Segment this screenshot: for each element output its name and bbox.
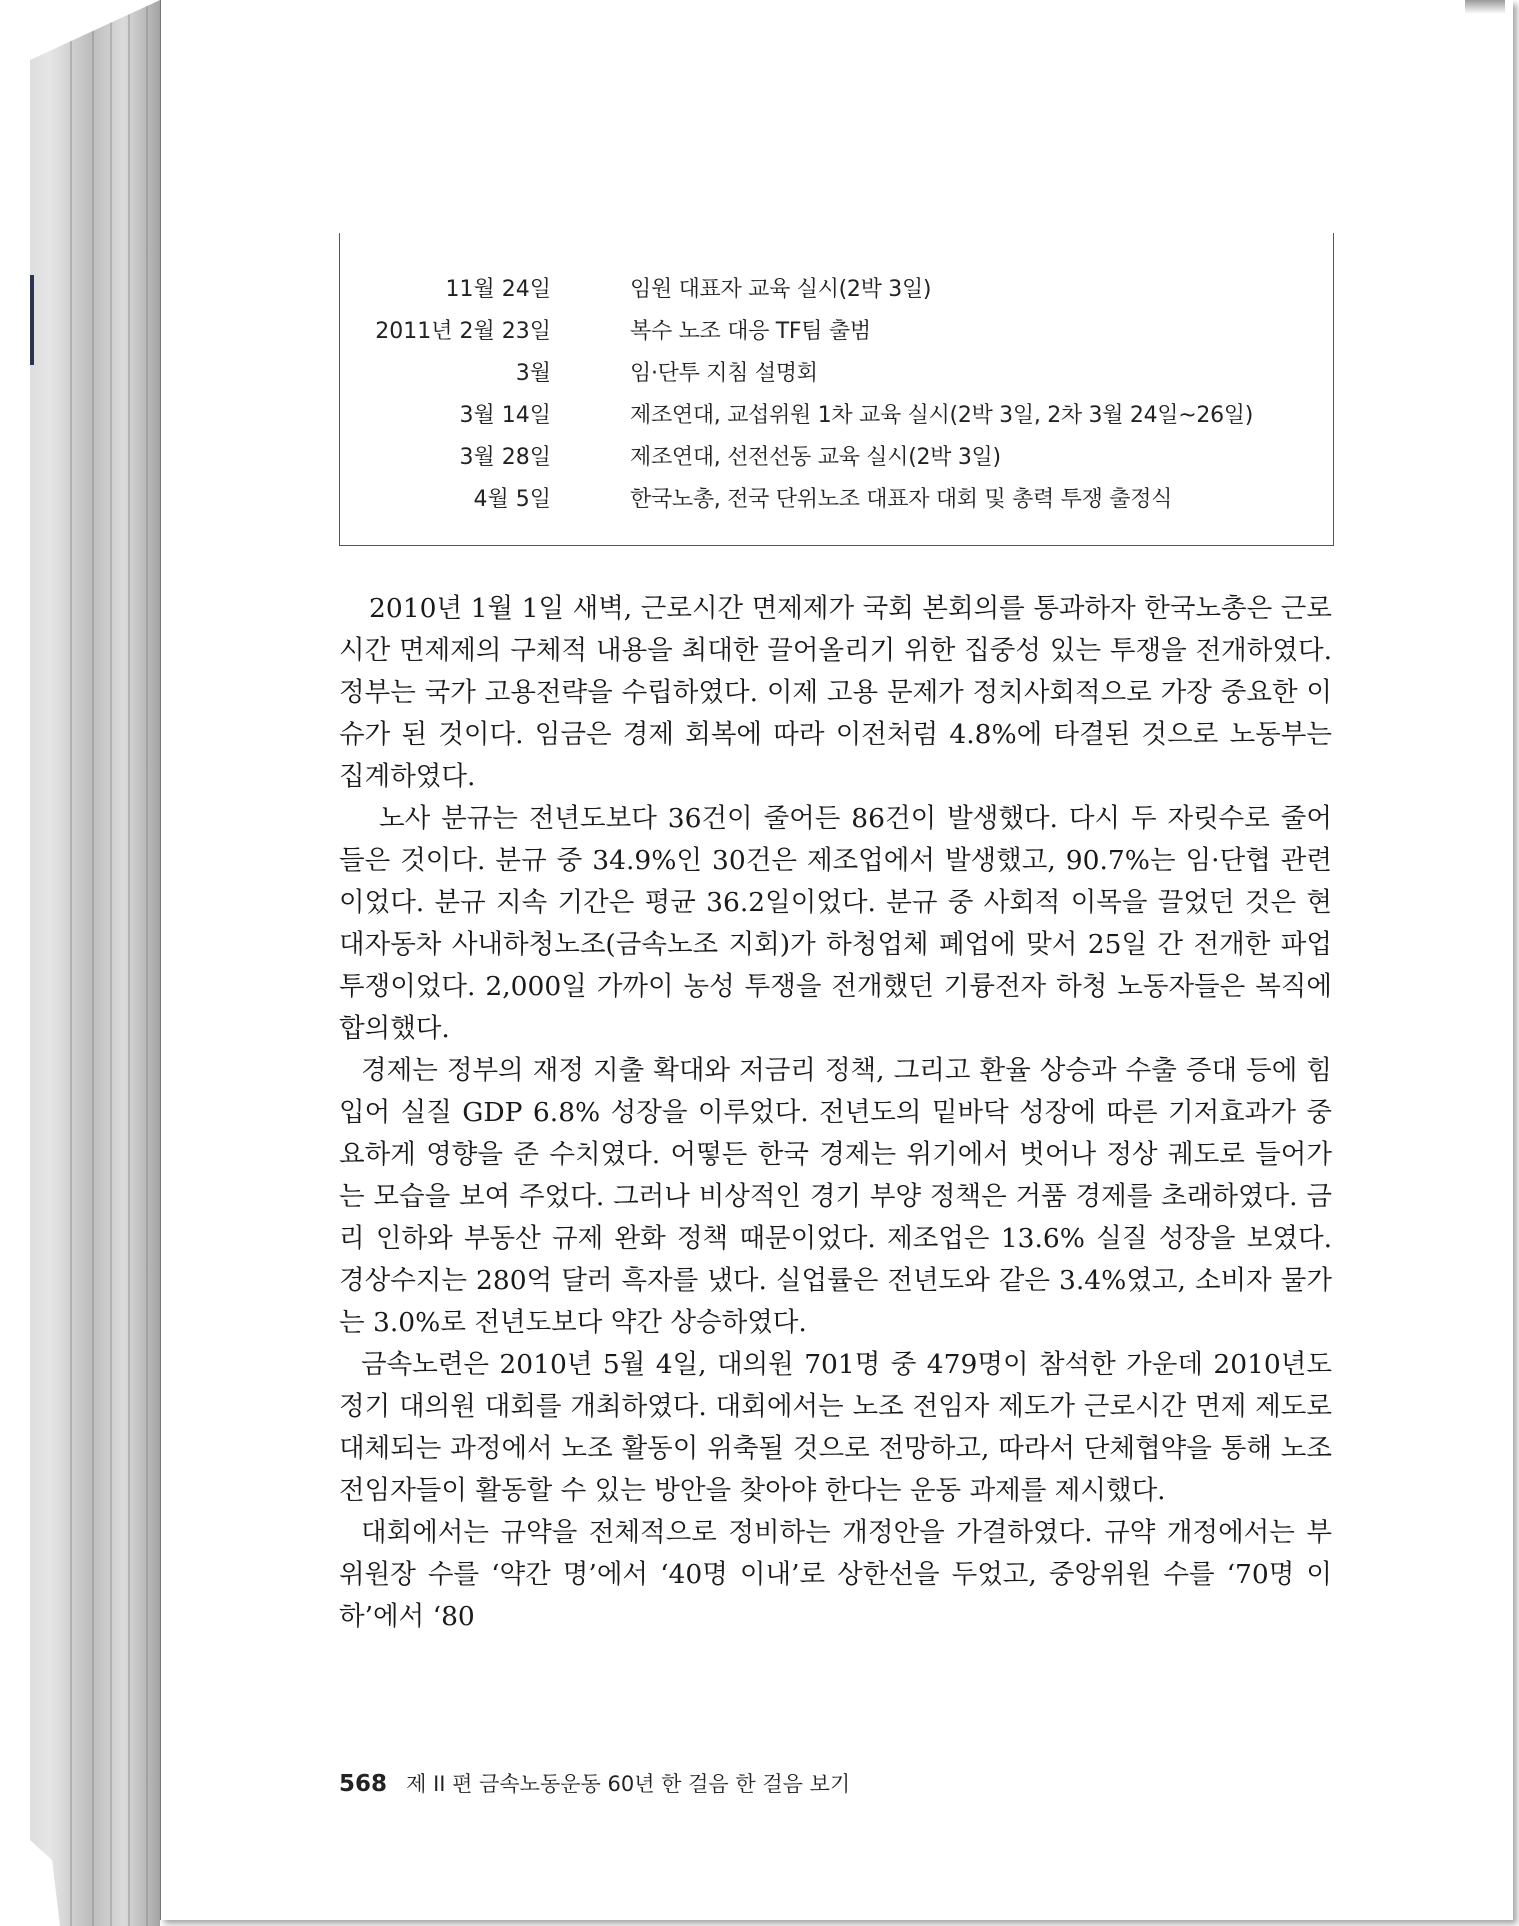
chronology-date: 3월 [515, 361, 551, 386]
paragraph: 노사 분규는 전년도보다 36건이 줄어든 86건이 발생했다. 다시 두 자릿수로 줄어들은 것이다. 분규 중 34.9%인 30건은 제조업에서 발생했고, 90.7%는 임·단협 관련이었다. 분규 지속 기간은 평균 36.2일이었다. 분규 중 사회적 이목을 끌었던 것은 현대자동차 사내하청노조(금속노조 지회)가 하청업체 폐업에 맞서 25일 간 전개한 파업 투쟁이었다. 2,000일 가까이 농성 투쟁을 전개했던 기륭전자 하청 노동자들은 복직에 합의했다. [339, 803, 1332, 1044]
chronology-row [340, 350, 1333, 390]
chronology-row [340, 392, 1333, 432]
chronology-event: 한국노총, 전국 단위노조 대표자 대회 및 총력 투쟁 출정식 [630, 487, 1173, 512]
chronology-row [340, 308, 1333, 348]
chronology-date: 11월 24일 [445, 277, 551, 302]
paragraph: 2010년 1월 1일 새벽, 근로시간 면제제가 국회 본회의를 통과하자 한국노총은 근로시간 면제제의 구체적 내용을 최대한 끌어올리기 위한 집중성 있는 투쟁을 전개하였다. 정부는 국가 고용전략을 수립하였다. 이제 고용 문제가 정치사회적으로 가장 중요한 이슈가 된 것이다. 임금은 경제 회복에 따라 이전처럼 4.8%에 타결된 것으로 노동부는 집계하였다. [339, 593, 1332, 792]
book-edge [0, 0, 165, 1926]
chronology-box [339, 233, 1334, 546]
chronology-date: 3월 28일 [459, 445, 551, 470]
page-number: 568 [339, 1771, 388, 1797]
bookmark-ribbon [30, 275, 34, 365]
chronology-row [340, 434, 1333, 474]
chronology-date: 4월 5일 [473, 487, 551, 512]
chronology-event: 복수 노조 대응 TF팀 출범 [630, 319, 871, 344]
running-title: 제 II 편 금속노동운동 60년 한 걸음 한 걸음 보기 [406, 1772, 851, 1796]
chronology-date: 3월 14일 [459, 403, 551, 428]
chronology-row [340, 266, 1333, 306]
chronology-event: 임·단투 지침 설명회 [630, 361, 818, 386]
paragraph: 금속노련은 2010년 5월 4일, 대의원 701명 중 479명이 참석한 가운데 2010년도 정기 대의원 대회를 개최하였다. 대회에서는 노조 전임자 제도가 근로시간 면제 제도로 대체되는 과정에서 노조 활동이 위축될 것으로 전망하고, 따라서 단체협약을 통해 노조 전임자들이 활동할 수 있는 방안을 찾아야 한다는 운동 과제를 제시했다. [339, 1349, 1332, 1506]
page-footer [339, 1768, 850, 1798]
page-corner-shadow [1465, 0, 1505, 14]
chronology-date: 2011년 2월 23일 [375, 319, 551, 344]
body-text [339, 588, 1332, 1638]
chronology-event: 제조연대, 선전선동 교육 실시(2박 3일) [630, 445, 1001, 470]
paragraph: 대회에서는 규약을 전체적으로 정비하는 개정안을 가결하였다. 규약 개정에서는 부위원장 수를 ‘약간 명’에서 ‘40명 이내’로 상한선을 두었고, 중앙위원 수를 ‘70명 이하’에서 ‘80 [339, 1517, 1332, 1632]
chronology-row [340, 476, 1333, 516]
chronology-event: 제조연대, 교섭위원 1차 교육 실시(2박 3일, 2차 3월 24일~26일) [630, 403, 1253, 428]
chronology-event: 임원 대표자 교육 실시(2박 3일) [630, 277, 932, 302]
paragraph: 경제는 정부의 재정 지출 확대와 저금리 정책, 그리고 환율 상승과 수출 증대 등에 힘입어 실질 GDP 6.8% 성장을 이루었다. 전년도의 밑바닥 성장에 따른 기저효과가 중요하게 영향을 준 수치였다. 어떻든 한국 경제는 위기에서 벗어나 정상 궤도로 들어가는 모습을 보여 주었다. 그러나 비상적인 경기 부양 정책은 거품 경제를 초래하였다. 금리 인하와 부동산 규제 완화 정책 때문이었다. 제조업은 13.6% 실질 성장을 보였다. 경상수지는 280억 달러 흑자를 냈다. 실업률은 전년도와 같은 3.4%였고, 소비자 물가는 3.0%로 전년도보다 약간 상승하였다. [339, 1055, 1332, 1338]
